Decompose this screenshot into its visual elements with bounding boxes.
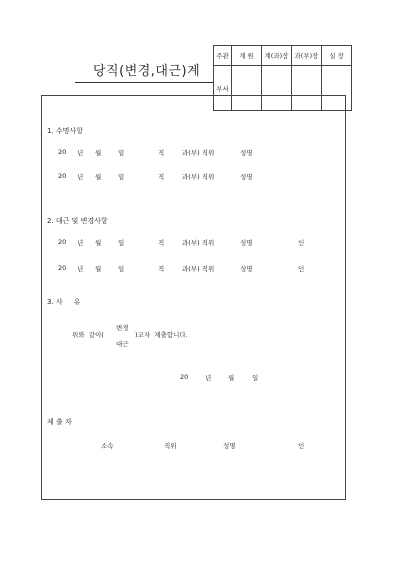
year-prefix: 20 [58,264,67,272]
approval-col-dept-head: 과(부)장 [292,46,322,66]
seal-label: 인 [298,265,305,273]
year-prefix: 20 [58,238,67,246]
day-label: 일 [118,265,125,273]
day-label: 일 [118,149,125,157]
document-title: 당직(변경,대근)계 [93,64,201,79]
name-label: 성명 [240,173,253,181]
date-day-label: 일 [252,374,259,382]
date-year-label: 년 [205,374,212,382]
name-label: 성명 [240,265,253,273]
approval-row-label-dept: 부서 [214,66,232,111]
duty-label: 직 [158,265,165,273]
month-label: 월 [95,173,102,181]
date-year-prefix: 20 [180,373,189,381]
dept-position-label: 과(부) 직위 [182,149,215,157]
affiliation-label: 소속 [101,442,114,450]
position-label: 직위 [164,442,177,450]
approval-col-office-head: 실 장 [322,46,352,66]
section3-heading: 3. 사 유 [47,298,81,306]
year-prefix: 20 [58,172,67,180]
approval-row-label-main: 주관 [214,46,232,66]
month-label: 월 [95,149,102,157]
submitter-seal-label: 인 [298,442,305,450]
dept-position-label: 과(부) 직위 [182,173,215,181]
submitter-heading: 제 출 자 [47,418,72,426]
reason-option-substitute: 대근 [116,340,129,348]
duty-label: 직 [158,239,165,247]
section1-heading: 1. 수명사항 [47,127,83,135]
duty-label: 직 [158,149,165,157]
approval-col-staff: 계 원 [232,46,262,66]
date-month-label: 월 [228,374,235,382]
seal-label: 인 [298,239,305,247]
reason-text-post: )코자 제출합니다. [135,331,188,339]
submitter-name-label: 성명 [223,442,236,450]
day-label: 일 [118,173,125,181]
dept-position-label: 과(부) 직위 [182,265,215,273]
year-label: 년 [77,149,84,157]
reason-text-pre: 위와 같이( [72,331,104,339]
title-underline [75,82,213,83]
name-label: 성명 [240,239,253,247]
name-label: 성명 [240,149,253,157]
reason-option-change: 변경 [116,324,129,332]
year-label: 년 [77,265,84,273]
approval-col-section-chief: 계(과)장 [262,46,292,66]
day-label: 일 [118,239,125,247]
year-prefix: 20 [58,148,67,156]
month-label: 월 [95,265,102,273]
section2-heading: 2. 대근 및 변경사항 [47,217,108,225]
year-label: 년 [77,239,84,247]
dept-position-label: 과(부) 직위 [182,239,215,247]
duty-label: 직 [158,173,165,181]
year-label: 년 [77,173,84,181]
month-label: 월 [95,239,102,247]
